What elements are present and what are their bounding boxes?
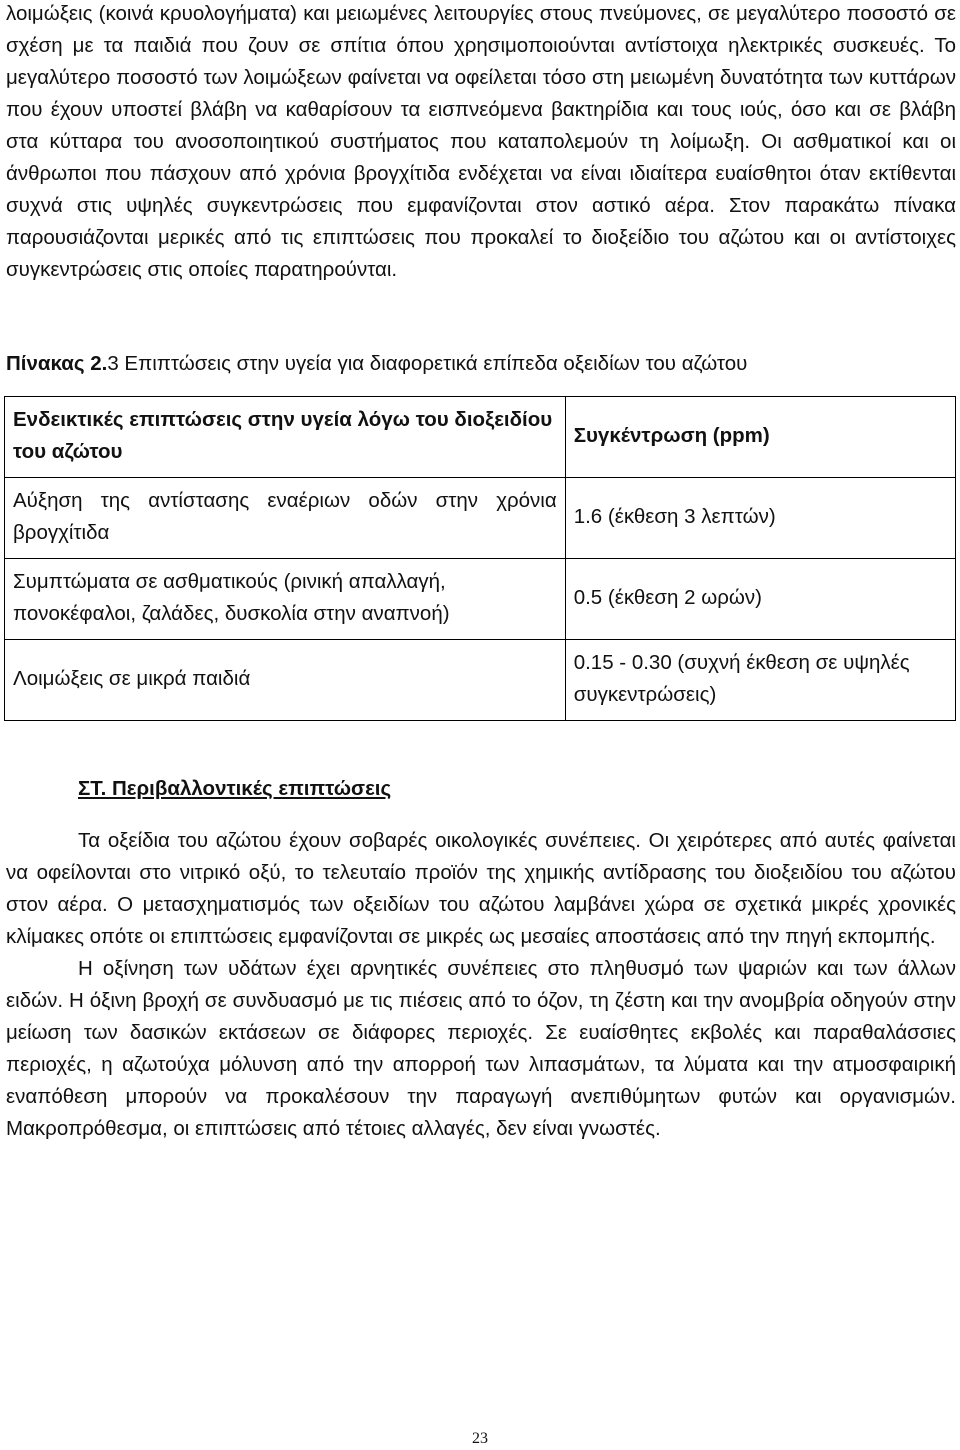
section-paragraph: Η οξίνηση των υδάτων έχει αρνητικές συνέπειες στο πληθυσμό των ψαριών και των άλλων ειδών. Η όξινη βροχή σε συνδυασμό με τις πιέσεις από το όζον, τη ζέστη και την ανομβρία οδηγούν στην μείωση των δασικών εκτάσεων σε διάφορες περιοχές. Σε ευαίσθητες εκβολές και παραθαλάσσιες περιοχές, η αζωτούχα μόλυνση από την απορροή των λιπασμάτων, τα λύματα και την ατμοσφαιρική εναπόθεση μπορούν να προκαλέσουν την παραγωγή ανεπιθύμητων φυτών και οργανισμών. Μακροπρόθεσμα, οι επιπτώσεις από τέτοιες αλλαγές, δεν είναι γνωστές. bbox=[6, 957, 956, 1140]
table-row bbox=[5, 559, 956, 640]
table-row bbox=[5, 478, 956, 559]
table-cell-concentration: 0.5 (έκθεση 2 ωρών) bbox=[565, 559, 955, 640]
document-page bbox=[6, 0, 956, 1145]
section-heading: ΣΤ. Περιβαλλοντικές επιπτώσεις bbox=[78, 777, 392, 800]
table-header-row bbox=[5, 397, 956, 478]
table-cell-effect: Αύξηση της αντίστασης εναέριων οδών στην χρόνια βρογχίτιδα bbox=[5, 478, 566, 559]
table-cell-concentration: 0.15 - 0.30 (συχνή έκθεση σε υψηλές συγκεντρώσεις) bbox=[565, 640, 955, 721]
page-number: 23 bbox=[472, 1430, 488, 1447]
table-caption bbox=[6, 348, 956, 380]
table-header-concentration: Συγκέντρωση (ppm) bbox=[565, 397, 955, 478]
table-row bbox=[5, 640, 956, 721]
table-cell-effect: Συμπτώματα σε ασθματικούς (ρινική απαλλαγή, πονοκέφαλοι, ζαλάδες, δυσκολία στην αναπνοή) bbox=[5, 559, 566, 640]
table-caption-text: 3 Επιπτώσεις στην υγεία για διαφορετικά επίπεδα οξειδίων του αζώτου bbox=[107, 352, 748, 375]
intro-paragraph: λοιμώξεις (κοινά κρυολογήματα) και μειωμένες λειτουργίες στους πνεύμονες, σε μεγαλύτερο ποσοστό σε σχέση με τα παιδιά που ζουν σε σπίτια όπου χρησιμοποιούνται αντίστοιχα ηλεκτρικές συσκευές. Το μεγαλύτερο ποσοστό των λοιμώξεων φαίνεται να οφείλεται τόσο στη μειωμένη δυνατότητα των κυττάρων που έχουν υποστεί βλάβη να καθαρίσουν τα εισπνεόμενα βακτηρίδια και τους ιούς, όσο και σε βλάβη στα κύτταρα του ανοσοποιητικού συστήματος που καταπολεμούν τη λοίμωξη. Οι ασθματικοί και οι άνθρωποι που πάσχουν από χρόνια βρογχίτιδα ενδέχεται να είναι ιδιαίτερα ευαίσθητοι όταν εκτίθενται συχνά στις υψηλές συγκεντρώσεις που εμφανίζονται στον αστικό αέρα. Στον παρακάτω πίνακα παρουσιάζονται μερικές από τις επιπτώσεις που προκαλεί το διοξείδιο του αζώτου και οι αντίστοιχες συγκεντρώσεις στις οποίες παρατηρούνται. bbox=[6, 2, 956, 281]
table-caption-label: Πίνακας 2. bbox=[6, 352, 108, 375]
table-cell-concentration: 1.6 (έκθεση 3 λεπτών) bbox=[565, 478, 955, 559]
table-header-effects: Ενδεικτικές επιπτώσεις στην υγεία λόγω του διοξειδίου του αζώτου bbox=[5, 397, 566, 478]
table-cell-effect: Λοιμώξεις σε μικρά παιδιά bbox=[5, 640, 566, 721]
effects-table bbox=[4, 396, 956, 721]
section-paragraph: Τα οξείδια του αζώτου έχουν σοβαρές οικολογικές συνέπειες. Οι χειρότερες από αυτές φαίνεται να οφείλονται στο νιτρικό οξύ, το τελευταίο προϊόν της χημικής αντίδρασης του διοξειδίου του αζώτου στον αέρα. Ο μετασχηματισμός των οξειδίων του αζώτου λαμβάνει χώρα σε σχετικά μικρές χρονικές κλίμακες οπότε οι επιπτώσεις εμφανίζονται σε μικρές ως μεσαίες αποστάσεις από την πηγή εκπομπής. bbox=[6, 829, 956, 948]
